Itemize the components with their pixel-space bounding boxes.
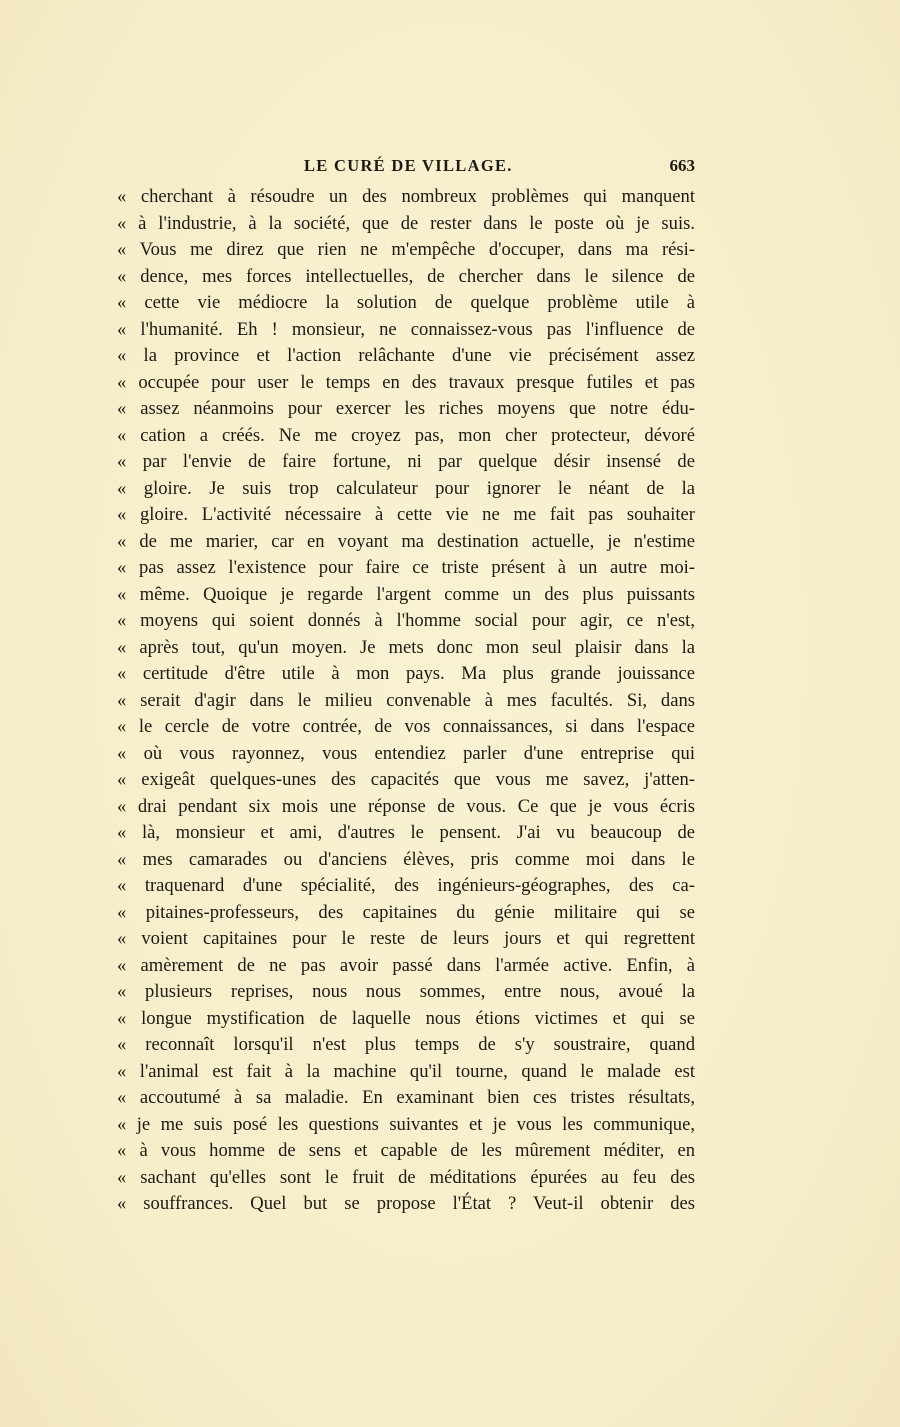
body-text	[117, 184, 695, 1218]
text-line: « cherchant à résoudre un des nombreux problèmes qui manquent	[117, 186, 695, 207]
text-line: « souffrances. Quel but se propose l'État ? Veut-il obtenir des	[117, 1193, 695, 1214]
text-line: « occupée pour user le temps en des travaux presque futiles et pas	[117, 371, 695, 393]
text-line: « même. Quoique je regarde l'argent comme un des plus puissants	[117, 583, 695, 605]
text-line: « cette vie médiocre la solution de quelque problème utile à	[117, 292, 695, 313]
text-line: « moyens qui soient donnés à l'homme social pour agir, ce n'est,	[117, 610, 695, 631]
text-line: « plusieurs reprises, nous nous sommes, entre nous, avoué la	[117, 981, 695, 1002]
text-line: « accoutumé à sa maladie. En examinant bien ces tristes résultats,	[117, 1087, 695, 1108]
text-line: « exigeât quelques-unes des capacités que vous me savez, j'atten-	[117, 769, 695, 790]
text-line: « gloire. Je suis trop calculateur pour ignorer le néant de la	[117, 477, 695, 499]
page-number: 663	[669, 156, 695, 175]
text-line: « par l'envie de faire fortune, ni par quelque désir insensé de	[117, 451, 695, 472]
text-line: « l'humanité. Eh ! monsieur, ne connaissez-vous pas l'influence de	[117, 318, 695, 340]
text-line: « là, monsieur et ami, d'autres le pensent. J'ai vu beaucoup de	[117, 822, 695, 843]
text-line: « à vous homme de sens et capable de les mûrement méditer, en	[117, 1140, 695, 1161]
text-line: « l'animal est fait à la machine qu'il tourne, quand le malade est	[117, 1060, 695, 1082]
text-line: « où vous rayonnez, vous entendiez parler d'une entreprise qui	[117, 742, 695, 764]
text-line: « longue mystification de laquelle nous étions victimes et qui se	[117, 1007, 695, 1029]
text-line: « le cercle de votre contrée, de vos connaissances, si dans l'espace	[117, 716, 695, 737]
text-line: « après tout, qu'un moyen. Je mets donc mon seul plaisir dans la	[117, 636, 695, 658]
text-line: « assez néanmoins pour exercer les riches moyens que notre édu-	[117, 398, 695, 419]
text-line: « de me marier, car en voyant ma destination actuelle, je n'estime	[117, 530, 695, 552]
text-line: « serait d'agir dans le milieu convenable à mes facultés. Si, dans	[117, 689, 695, 711]
text-line: « reconnaît lorsqu'il n'est plus temps de s'y soustraire, quand	[117, 1034, 695, 1055]
text-line: « pas assez l'existence pour faire ce triste présent à un autre moi-	[117, 557, 695, 578]
text-line: « drai pendant six mois une réponse de vous. Ce que je vous écris	[117, 795, 695, 817]
text-line: « dence, mes forces intellectuelles, de chercher dans le silence de	[117, 265, 695, 287]
text-line: « traquenard d'une spécialité, des ingénieurs-géographes, des ca-	[117, 875, 695, 896]
text-line: « sachant qu'elles sont le fruit de méditations épurées au feu des	[117, 1166, 695, 1188]
page-header	[117, 156, 695, 180]
text-line: « gloire. L'activité nécessaire à cette vie ne me fait pas souhaiter	[117, 504, 695, 525]
text-line: « à l'industrie, à la société, que de rester dans le poste où je suis.	[117, 212, 695, 234]
running-title: LE CURÉ DE VILLAGE.	[304, 156, 513, 175]
text-line: « la province et l'action relâchante d'une vie précisément assez	[117, 345, 695, 366]
text-line: « cation a créés. Ne me croyez pas, mon cher protecteur, dévoré	[117, 424, 695, 446]
text-line: « certitude d'être utile à mon pays. Ma plus grande jouissance	[117, 663, 695, 684]
text-line: « mes camarades ou d'anciens élèves, pris comme moi dans le	[117, 848, 695, 870]
text-line: « amèrement de ne pas avoir passé dans l'armée active. Enfin, à	[117, 954, 695, 976]
text-line: « voient capitaines pour le reste de leurs jours et qui regrettent	[117, 928, 695, 949]
text-line: « Vous me direz que rien ne m'empêche d'occuper, dans ma rési-	[117, 239, 695, 260]
text-line: « je me suis posé les questions suivantes et je vous les communique,	[117, 1113, 695, 1135]
text-line: « pitaines-professeurs, des capitaines du génie militaire qui se	[117, 901, 695, 923]
